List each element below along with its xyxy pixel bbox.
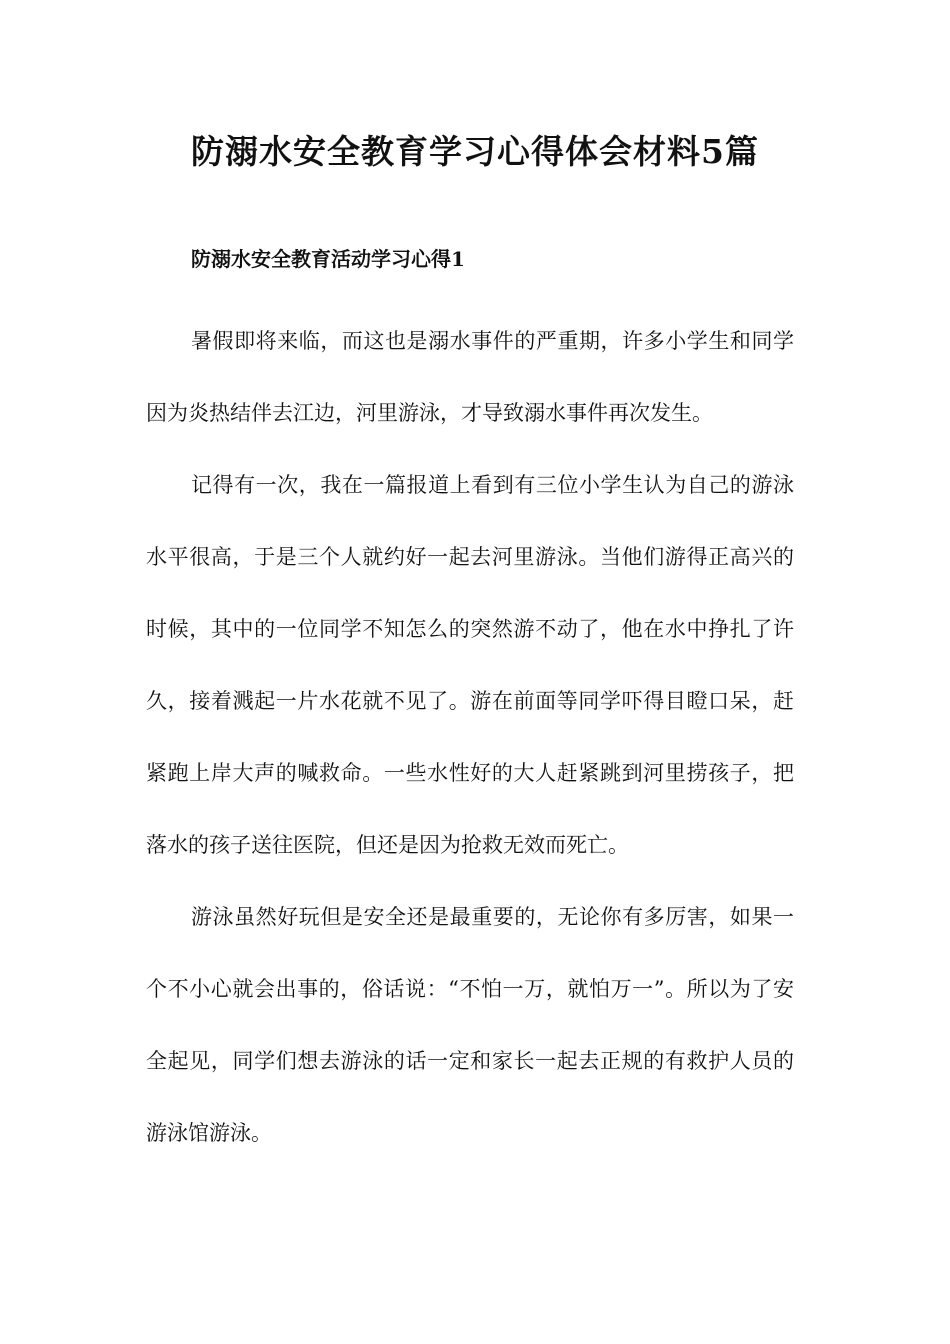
paragraph-3: 游泳虽然好玩但是安全还是最重要的，无论你有多厉害，如果一个不小心就会出事的，俗话说：“不怕一万，就怕万一”。所以为了安全起见，同学们想去游泳的话一定和家长一起去正规的有救护人员的游泳馆游泳。 <box>146 905 794 1145</box>
paragraph-2: 记得有一次，我在一篇报道上看到有三位小学生认为自己的游泳水平很高，于是三个人就约好一起去河里游泳。当他们游得正高兴的时候，其中的一位同学不知怎么的突然游不动了，他在水中挣扎了许久，接着溅起一片水花就不见了。游在前面等同学吓得目瞪口呆，赶紧跑上岸大声的喊救命。一些水性好的大人赶紧跳到河里捞孩子，把落水的孩子送往医院，但还是因为抢救无效而死亡。 <box>146 473 794 857</box>
document-body <box>146 305 794 1169</box>
paragraph-1: 暑假即将来临，而这也是溺水事件的严重期，许多小学生和同学因为炎热结伴去江边，河里游泳，才导致溺水事件再次发生。 <box>146 329 794 425</box>
section-heading: 防溺水安全教育活动学习心得1 <box>191 247 465 271</box>
document-title: 防溺水安全教育学习心得体会材料5篇 <box>191 132 759 171</box>
